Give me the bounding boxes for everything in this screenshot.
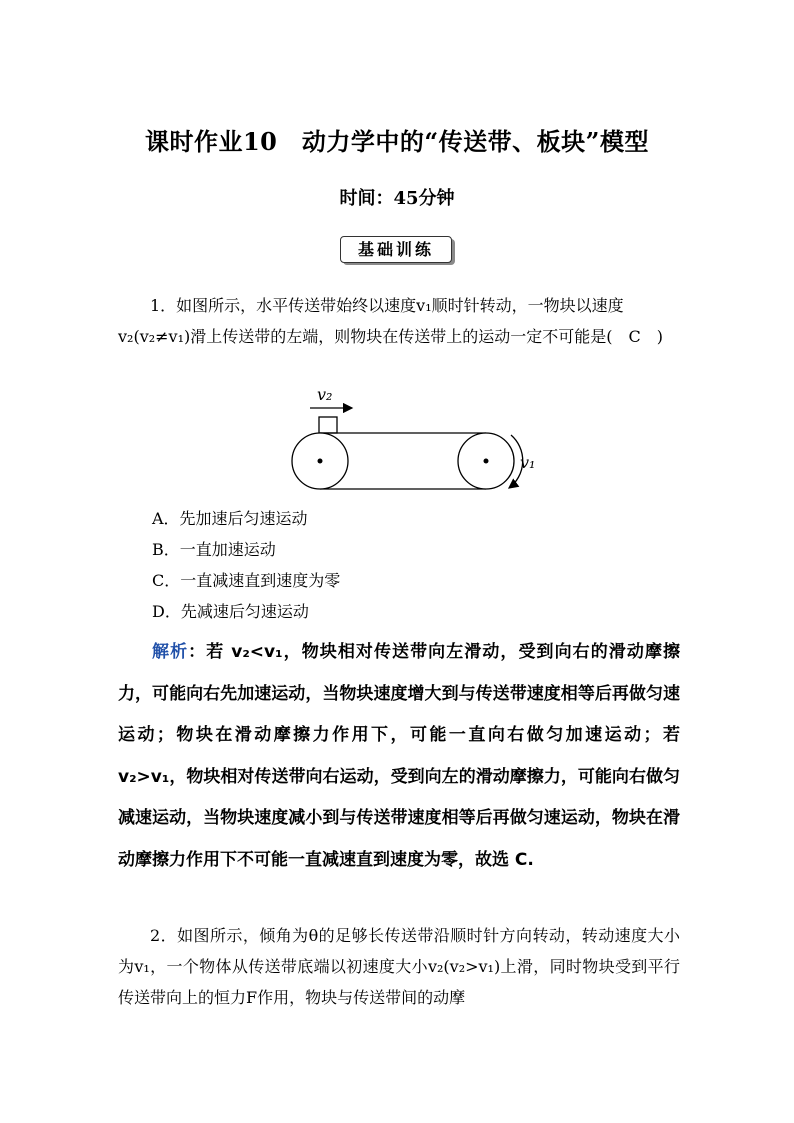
analysis-label: 解析: [152, 642, 189, 662]
left-axle: [318, 459, 323, 464]
conveyor-belt-figure: [290, 380, 540, 498]
block: [319, 417, 337, 433]
option-a: A．先加速后匀速运动: [152, 509, 308, 528]
option-d: D．先减速后匀速运动: [152, 602, 309, 621]
analysis-text: ：若 v₂<v₁，物块相对传送带向左滑动，受到向右的滑动摩擦力，可能向右先加速运动，当物块速度增大到与传送带速度相等后再做匀速运动；物块在滑动摩擦力作用下，可能一直向右做匀加速运动；若 v₂>v₁，物块相对传送带向右运动，受到向左的滑动摩擦力，可能向右做匀减速运动，当物块速度减小到与传送带速度相等后再做匀速运动，物块在滑动摩擦力作用下不可能一直减速直到速度为零，故选 C.: [118, 642, 681, 870]
question-1-stem: 1．如图所示，水平传送带始终以速度v₁顺时针转动，一物块以速度v₂(v₂≠v₁)滑上传送带的左端，则物块在传送带上的运动一定不可能是( C ): [118, 296, 663, 346]
section-badge-label: 基础训练: [340, 236, 452, 263]
question-1-analysis: [118, 632, 680, 881]
section-badge: [340, 236, 456, 266]
option-b: B．一直加速运动: [152, 540, 276, 559]
option-c: C．一直减速直到速度为零: [152, 571, 341, 590]
v1-label: v₁: [520, 453, 536, 472]
time-limit: 时间：45分钟: [339, 188, 455, 209]
page-title: 课时作业10 动力学中的“传送带、板块”模型: [144, 127, 649, 156]
right-axle: [484, 459, 489, 464]
v2-label: v₂: [317, 385, 333, 404]
question-2-stem: 2．如图所示，倾角为θ的足够长传送带沿顺时针方向转动，转动速度大小为v₁，一个物体从传送带底端以初速度大小v₂(v₂>v₁)上滑，同时物块受到平行传送带向上的恒力F作用，物块与传送带间的动摩: [118, 926, 680, 1007]
